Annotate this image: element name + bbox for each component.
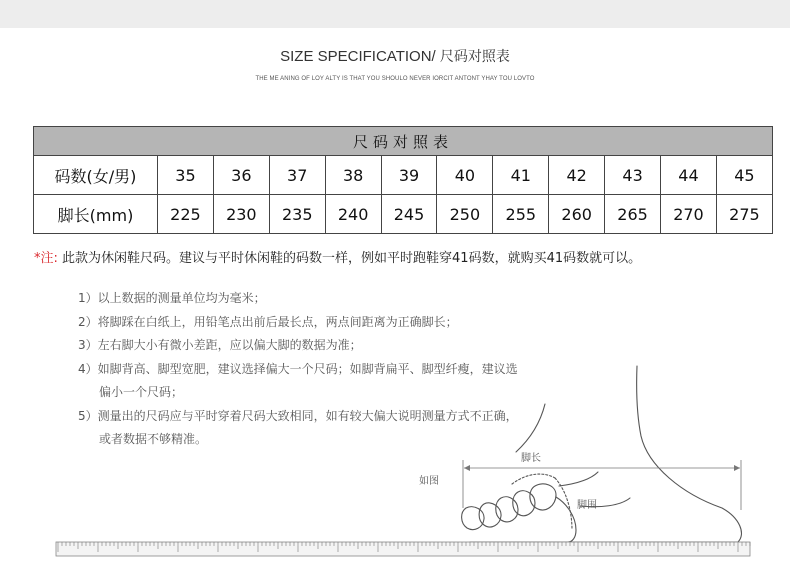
title-cn: 尺码对照表 <box>439 49 510 65</box>
tip-text: 测量出的尺码应与平时穿着尺码大致相同，如有较大偏大说明测量方式不正确， <box>97 408 518 423</box>
tip-number: 4） <box>78 361 98 376</box>
table-cell: 40 <box>437 156 493 195</box>
tip-text: 将脚踩在白纸上，用铅笔点出前后最长点，两点间距离为正确脚长； <box>97 314 458 329</box>
table-cell: 37 <box>269 156 325 195</box>
tip-text: 如脚背高、脚型宽肥，建议选择偏大一个尺码；如脚背扁平、脚型纤瘦，建议选 <box>97 361 518 376</box>
table-cell: 240 <box>325 195 381 234</box>
title-en: SIZE SPECIFICATION/ <box>280 48 436 65</box>
table-cell: 42 <box>549 156 605 195</box>
table-cell: 265 <box>605 195 661 234</box>
table-cell: 260 <box>549 195 605 234</box>
table-cell: 225 <box>158 195 214 234</box>
table-cell: 39 <box>381 156 437 195</box>
note-prefix: *注: <box>34 251 58 266</box>
table-cell: 44 <box>661 156 717 195</box>
length-measure-line <box>463 460 741 510</box>
table-cell: 35 <box>158 156 214 195</box>
table-cell: 235 <box>269 195 325 234</box>
foot-outline <box>462 366 742 542</box>
tip-text: 以上数据的测量单位均为毫米； <box>97 291 266 305</box>
note-text: 此款为休闲鞋尺码。建议与平时休闲鞋的码数一样，例如平时跑鞋穿41码数，就购买41码数就可以。 <box>57 251 642 266</box>
table-cell: 255 <box>493 195 549 234</box>
page-subtitle: THE ME ANING OF LOY ALTY IS THAT YOU SHOULO NEVER IORCIT ANTONT YHAY TOU LOVTO <box>255 76 535 82</box>
table-cell: 43 <box>605 156 661 195</box>
length-label: 脚长 <box>521 453 541 464</box>
tip-number: 5） <box>78 408 98 423</box>
tip-continuation: 偏小一个尺码； <box>99 385 184 399</box>
table-cell: 230 <box>213 195 269 234</box>
table-cell: 245 <box>381 195 437 234</box>
girth-label: 脚围 <box>577 500 597 511</box>
row-label: 码数(女/男) <box>34 156 158 195</box>
table-cell: 275 <box>716 195 772 234</box>
tip-number: 2） <box>78 314 98 329</box>
table-cell: 36 <box>213 156 269 195</box>
table-cell: 270 <box>661 195 717 234</box>
tip-text: 左右脚大小有微小差距，应以偏大脚的数据为准； <box>97 338 362 352</box>
table-cell: 250 <box>437 195 493 234</box>
table-cell: 41 <box>493 156 549 195</box>
table-cell: 38 <box>325 156 381 195</box>
row-label: 脚长(mm) <box>34 195 158 234</box>
table-cell: 45 <box>716 156 772 195</box>
table-caption: 尺码对照表 <box>34 127 773 156</box>
tip-number: 3） <box>78 338 98 352</box>
ruler <box>56 542 750 556</box>
tip-number: 1） <box>78 291 98 305</box>
tip-continuation: 或者数据不够精准。 <box>99 432 208 446</box>
example-label: 如图 <box>419 476 439 487</box>
